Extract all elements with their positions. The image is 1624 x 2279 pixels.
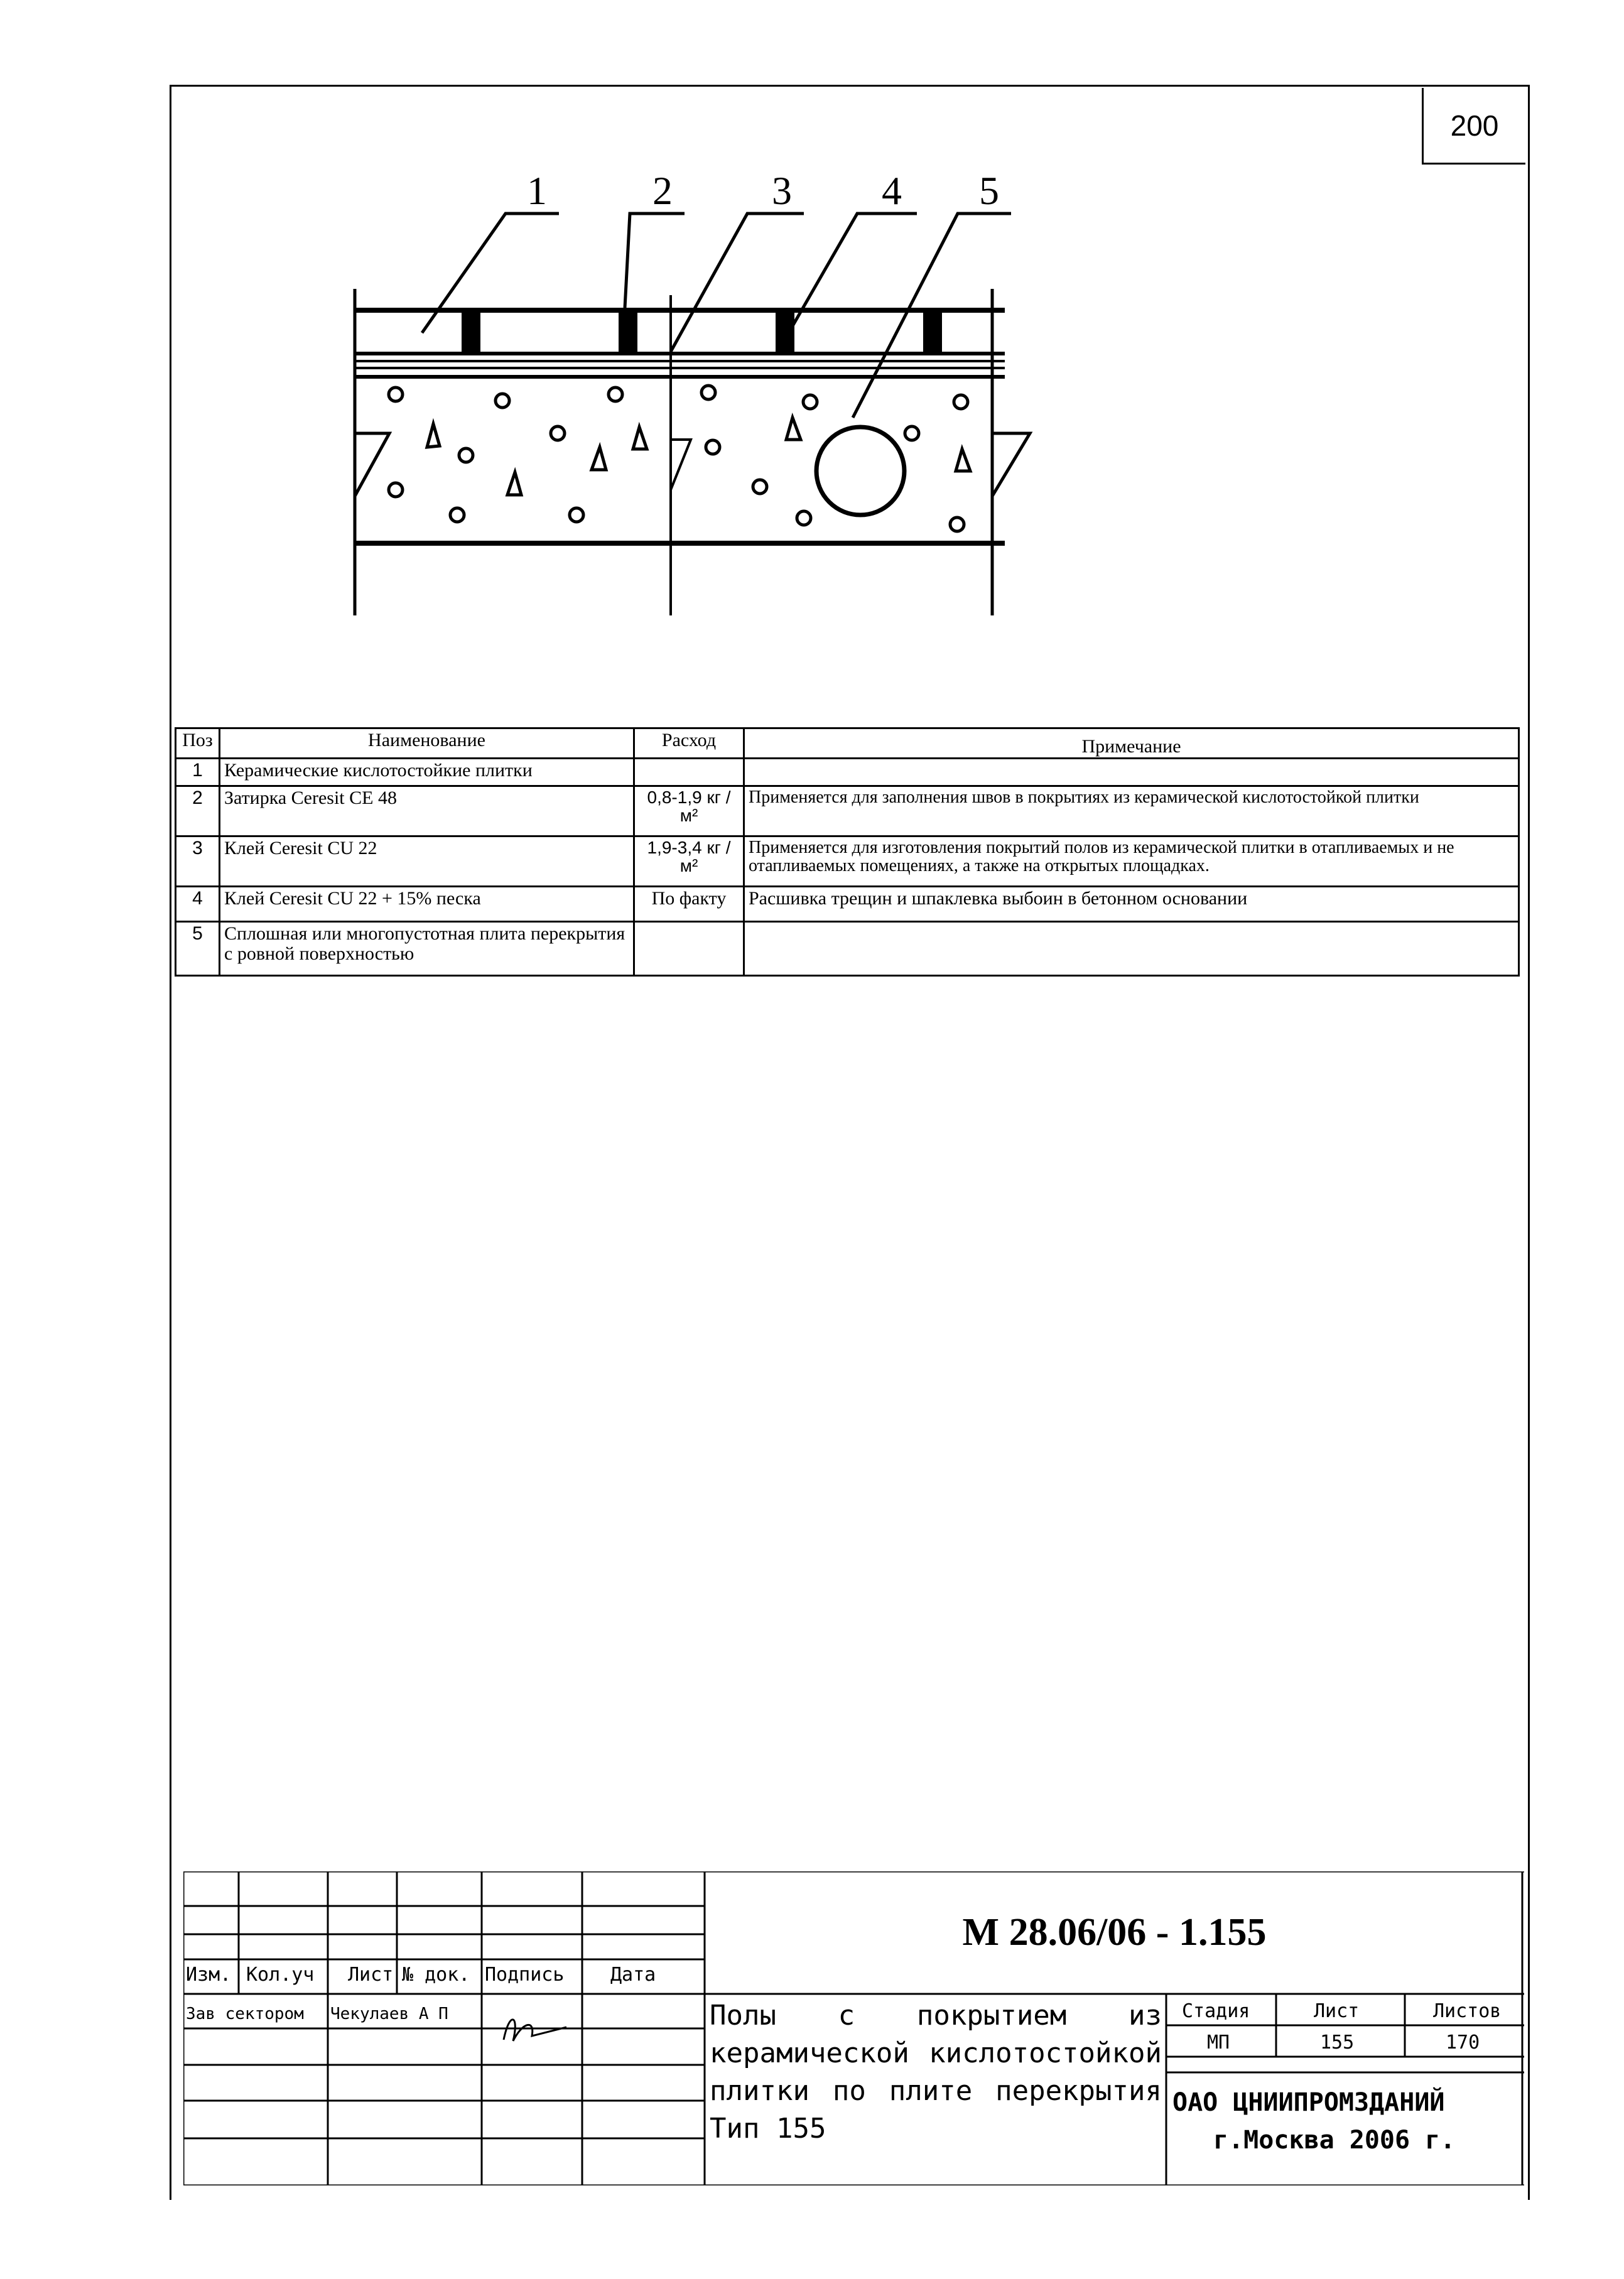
header-name: Наименование: [220, 728, 634, 759]
callout-1: 1: [527, 168, 547, 213]
person-name: Чекулаев А П: [330, 2005, 448, 2023]
callout-4: 4: [882, 168, 902, 213]
table-row: 4 Клей Ceresit CU 22 + 15% песка По факту Расшивка трещин и шпаклевка выбоин в бетонном основании: [176, 887, 1519, 922]
callout-5: 5: [979, 168, 999, 213]
table-row: 5 Сплошная или многопустотная плита перекрытия с ровной поверхностью: [176, 922, 1519, 976]
col-label-izm: Изм.: [186, 1964, 232, 1986]
col-label-date: Дата: [610, 1964, 656, 1986]
document-title: Полы с покрытием из керамической кислотостойкой плитки по плите перекрытия Тип 155: [710, 2000, 1162, 2145]
callout-2: 2: [652, 168, 673, 213]
header-note: Примечание: [744, 728, 1519, 759]
specification-table: [175, 727, 1520, 977]
col-label-list: Лист: [348, 1964, 394, 1986]
header-pos: Поз: [176, 728, 220, 759]
city-year: г.Москва 2006 г.: [1213, 2126, 1456, 2155]
role-label: Зав сектором: [186, 2005, 304, 2023]
stage-value: МП: [1207, 2032, 1230, 2054]
col-label-kol: Кол.уч: [246, 1964, 315, 1986]
organization: ОАО ЦНИИПРОМЗДАНИЙ: [1172, 2088, 1445, 2117]
header-rate: Расход: [634, 728, 744, 759]
sheets-label: Листов: [1433, 2000, 1502, 2022]
col-label-doc: № док.: [402, 1964, 470, 1986]
sheet-label: Лист: [1314, 2000, 1360, 2022]
table-row: 2 Затирка Ceresit CE 48 0,8-1,9 кг / м² Применяется для заполнения швов в покрытиях из керамической кислотостойкой плитки: [176, 786, 1519, 836]
signature-image: [504, 2020, 566, 2041]
title-block: [183, 1871, 1524, 2185]
stage-label: Стадия: [1182, 2000, 1250, 2022]
callout-3: 3: [772, 168, 792, 213]
sheets-value: 170: [1446, 2032, 1480, 2054]
table-row: 1 Керамические кислотостойкие плитки: [176, 759, 1519, 786]
table-row: 3 Клей Ceresit CU 22 1,9-3,4 кг / м² Применяется для изготовления покрытий полов из керамической плитки в отапливаемых и не отапливаемых помещениях, а также на открытых площадках.: [176, 836, 1519, 887]
floor-section-drawing: [0, 0, 1624, 691]
document-code: М 28.06/06 - 1.155: [962, 1911, 1267, 1954]
sheet-value: 155: [1320, 2032, 1355, 2054]
sheet-number: 200: [1422, 88, 1525, 165]
col-label-sign: Подпись: [485, 1964, 565, 1986]
